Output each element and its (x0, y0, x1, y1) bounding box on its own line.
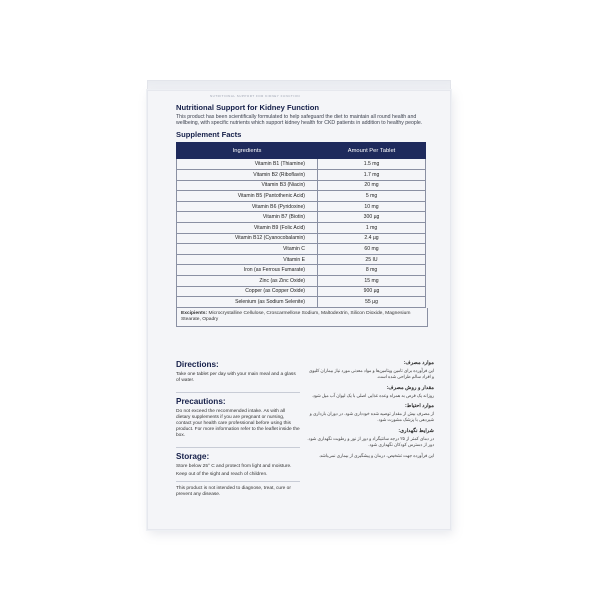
supplement-facts-table (176, 142, 426, 307)
ingredient-cell: Vitamin B2 (Riboflavin) (177, 170, 318, 181)
amount-cell: 2.4 µg (318, 233, 426, 244)
precautions-text: Do not exceed the recommended intake. As with all dietary supplements if you are pregnant or nursing, contact your health care professional before using this product. For more information refer to the leaflet inside the box. (176, 409, 300, 438)
table-row (177, 265, 426, 276)
directions-title: Directions: (176, 360, 219, 369)
persian-section-heading: موارد احتیاط: (404, 403, 434, 410)
amount-cell: 20 mg (318, 180, 426, 191)
ingredient-cell: Selenium (as Sodium Selenite) (177, 297, 318, 308)
amount-cell: 25 IU (318, 254, 426, 265)
amount-cell: 1.5 mg (318, 159, 426, 170)
divider (176, 447, 300, 448)
table-row (177, 170, 426, 181)
excipients-box (176, 308, 428, 327)
table-row (177, 180, 426, 191)
amount-cell: 1 mg (318, 222, 426, 233)
persian-section-heading: شرایط نگهداری: (398, 427, 434, 434)
persian-section-text: روزانه یک قرص به همراه وعده غذایی اصلی با یک لیوان آب میل شود. (311, 392, 434, 398)
amount-cell: 60 mg (318, 244, 426, 255)
excipients-text: Microcrystalline Cellulose, Croscarmellose Sodium, Maltodextrin, Silicon Dioxide, Magnesium Stearate, Opadry (181, 310, 411, 322)
persian-section-text: در دمای کمتر از ۲۵ درجه سانتیگراد و دور از نور و رطوبت نگهداری شود. دور از دسترس کودکان نگهداری شود. (307, 435, 434, 447)
ingredient-cell: Iron (as Ferrous Fumarate) (177, 265, 318, 276)
table-row (177, 254, 426, 265)
persian-section-heading: مقدار و روش مصرف: (386, 384, 434, 391)
ingredient-cell: Copper (as Copper Oxide) (177, 286, 318, 297)
table-header-row (177, 143, 426, 159)
amount-cell: 1.7 mg (318, 170, 426, 181)
amount-cell: 15 mg (318, 275, 426, 286)
ingredient-cell: Zinc (as Zinc Oxide) (177, 275, 318, 286)
header-amount: Amount Per Tablet (318, 143, 426, 159)
table-row (177, 297, 426, 308)
ingredient-cell: Vitamin B12 (Cyanocobalamin) (177, 233, 318, 244)
persian-section-text: این فرآورده برای تامین ویتامین‌ها و مواد معدنی مورد نیاز بیماران کلیوی و افراد سالم طراحی شده است. (308, 368, 434, 379)
persian-section-text: از مصرف بیش از مقدار توصیه شده خودداری شود. در دوران بارداری و شیردهی با پزشک مشورت شود. (309, 411, 434, 423)
persian-section-heading: موارد مصرف: (403, 360, 434, 366)
table-row (177, 201, 426, 212)
english-column (176, 360, 300, 506)
excipients-label: Excipients: (181, 310, 208, 316)
product-intro: This product has been scientifically formulated to help safeguard the diet to maintain all round health and wellbeing, with specific nutrients which support kidney health for CKD patients in addition to healthy people. (176, 114, 423, 127)
amount-cell: 300 µg (318, 212, 426, 223)
table-row (177, 275, 426, 286)
ingredient-cell: Vitamin B6 (Pyridoxine) (177, 201, 318, 212)
header-ingredients: Ingredients (177, 143, 318, 159)
table-row (177, 233, 426, 244)
ingredient-cell: Vitamin E (177, 254, 318, 265)
amount-cell: 8 mg (318, 265, 426, 276)
amount-cell: 900 µg (318, 286, 426, 297)
persian-section-text: این فرآورده جهت تشخیص، درمان و پیشگیری از بیماری نمی‌باشد. (318, 452, 434, 458)
ingredient-cell: Vitamin B3 (Niacin) (177, 180, 318, 191)
storage-text-1: Store below 25° C and protect from light and moisture. (176, 464, 292, 469)
box-lower-content (176, 360, 434, 520)
storage-text-2: Keep out of the sight and reach of children. (176, 472, 268, 477)
table-row (177, 212, 426, 223)
divider (176, 392, 300, 393)
directions-text: Take one tablet per day with your main meal and a glass of water. (176, 372, 296, 383)
ingredient-cell: Vitamin C (177, 244, 318, 255)
ingredient-cell: Vitamin B7 (Biotin) (177, 212, 318, 223)
product-title: Nutritional Support for Kidney Function (176, 103, 320, 112)
table-row (177, 191, 426, 202)
persian-column (306, 360, 434, 463)
facts-body (177, 159, 426, 307)
table-row (177, 244, 426, 255)
storage-title: Storage: (176, 452, 210, 461)
amount-cell: 10 mg (318, 201, 426, 212)
box-upper-content (176, 103, 426, 327)
ingredient-cell: Vitamin B9 (Folic Acid) (177, 222, 318, 233)
supplement-facts-title: Supplement Facts (176, 130, 242, 140)
divider (176, 481, 300, 482)
amount-cell: 55 µg (318, 297, 426, 308)
table-row (177, 286, 426, 297)
disclaimer-text: This product is not intended to diagnose, treat, cure or prevent any disease. (176, 486, 291, 497)
amount-cell: 5 mg (318, 191, 426, 202)
ingredient-cell: Vitamin B1 (Thiamine) (177, 159, 318, 170)
table-row (177, 222, 426, 233)
precautions-title: Precautions: (176, 397, 226, 406)
ingredient-cell: Vitamin B5 (Pantothenic Acid) (177, 191, 318, 202)
flap-text: NUTRITIONAL SUPPORT FOR KIDNEY FUNCTION (210, 94, 301, 98)
table-row (177, 159, 426, 170)
